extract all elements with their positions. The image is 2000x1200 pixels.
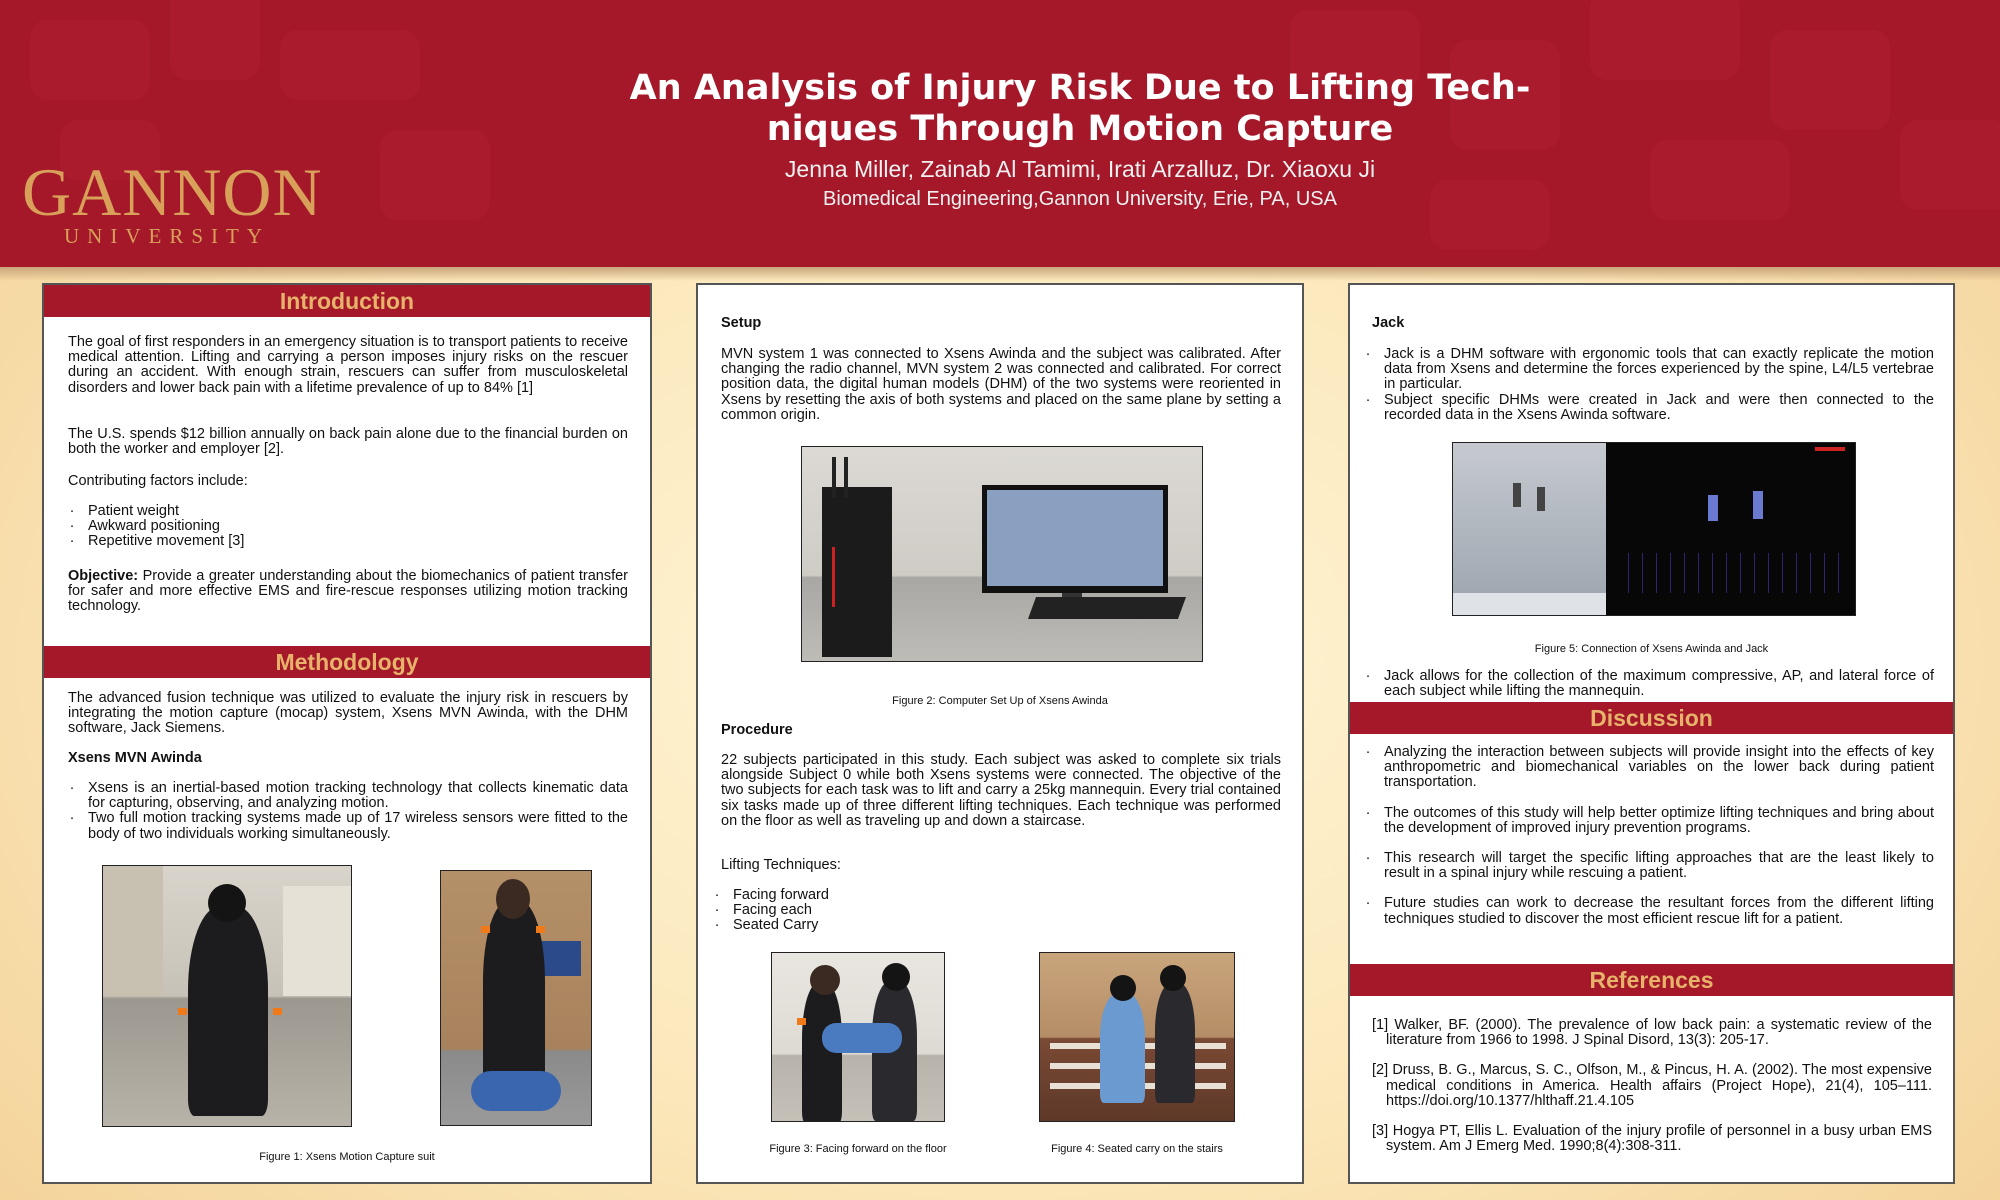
figure-2-caption: Figure 2: Computer Set Up of Xsens Awinda: [892, 695, 1108, 707]
list-item: . Facing forward: [713, 888, 1273, 903]
figure-4-caption: Figure 4: Seated carry on the stairs: [1051, 1143, 1223, 1155]
discussion-heading: Discussion: [1350, 702, 1953, 734]
title-line-1: An Analysis of Injury Risk Due to Lifting Tech-: [629, 68, 1531, 108]
techniques-list: [713, 888, 1273, 934]
list-item: . Jack allows for the collection of the maximum compressive, AP, and lateral force of each subject while lifting the mannequin.: [1364, 669, 1934, 699]
list-item: . Facing each: [713, 903, 1273, 918]
procedure-paragraph: 22 subjects participated in this study. Each subject was asked to complete six trials alongside Subject 0 while both Xsens systems were connected. The objective of the two subjects for each task was to lift and carry a 25kg mannequin. Every trial contained six tasks made up of three different lifting techniques. Each technique was performed on the floor as well as traveling up and down a staircase.: [721, 752, 1281, 829]
affiliation: Biomedical Engineering,Gannon University, Erie, PA, USA: [823, 188, 1337, 210]
objective-label: Objective:: [68, 568, 139, 584]
figure-1-photo-front: [102, 865, 352, 1127]
methodology-heading: Methodology: [44, 646, 650, 678]
university-logo-wordmark: GANNON: [22, 154, 323, 230]
poster-header: [0, 0, 2000, 267]
methodology-paragraph: The advanced fusion technique was utilized to evaluate the injury risk in rescuers by integrating the motion capture (mocap) system, Xsens MVN Awinda, with the DHM software, Jack Siemens.: [68, 690, 628, 737]
figure-3-photo: [771, 952, 945, 1122]
setup-subheading: Setup: [721, 315, 762, 331]
intro-paragraph-3: Contributing factors include:: [68, 473, 248, 489]
intro-paragraph-1: The goal of first responders in an emergency situation is to transport patients to receive medical attention. Lifting and carrying a person imposes injury risks on the rescuer during an accident. With enough strain, rescuers can suffer from musculoskeletal disorders and lower back pain with a lifetime prevalence of up to 84% [1]: [68, 334, 628, 396]
header-shadow: [0, 267, 2000, 281]
figure-1-caption: Figure 1: Xsens Motion Capture suit: [259, 1151, 435, 1163]
objective-paragraph: [68, 569, 628, 615]
xsens-bullets: [68, 781, 628, 842]
list-item: . Analyzing the interaction between subjects will provide insight into the effects of key anthropometric and biomechanical variables on the lower back during patient transportation.: [1364, 745, 1934, 791]
list-item: . Subject specific DHMs were created in Jack and were then connected to the recorded data in the Xsens Awinda software.: [1364, 393, 1934, 423]
poster-title: [520, 68, 1640, 150]
jack-bullets: [1364, 347, 1934, 423]
jack-subheading: Jack: [1372, 315, 1405, 331]
list-item: . Future studies can work to decrease the resultant forces from the different lifting techniques studied to discover the most efficient rescue lift for a patient.: [1364, 896, 1934, 926]
figure-5-image: [1452, 442, 1856, 616]
figure-5-caption: Figure 5: Connection of Xsens Awinda and Jack: [1534, 643, 1769, 655]
list-item: . Awkward positioning: [68, 519, 628, 534]
title-line-2: niques Through Motion Capture: [766, 109, 1394, 149]
figure-2-photo: [801, 446, 1203, 662]
introduction-heading: Introduction: [44, 285, 650, 317]
intro-paragraph-2: The U.S. spends $12 billion annually on back pain alone due to the financial burden on both the worker and employer [2].: [68, 426, 628, 458]
list-item: . Two full motion tracking systems made up of 17 wireless sensors were fitted to the body of two individuals working simultaneously.: [68, 811, 628, 841]
right-column-panel: [1348, 283, 1955, 1184]
figure-1-photo-back: [440, 870, 592, 1126]
reference-item: [1] Walker, BF. (2000). The prevalence of low back pain: a systematic review of the literature from 1966 to 1998. J Spinal Disord, 13(3): 205-17.: [1372, 1017, 1932, 1049]
xsens-subheading: Xsens MVN Awinda: [68, 750, 202, 766]
list-item: . The outcomes of this study will help better optimize lifting techniques and bring about the development of improved injury prevention programs.: [1364, 806, 1934, 836]
reference-item: [2] Druss, B. G., Marcus, S. C., Olfson, M., & Pincus, H. A. (2002). The most expensive medical conditions in America. Health affairs (Project Hope), 21(4), 105–111. https://doi.org/10.1377/hlthaff.21.4.105: [1372, 1062, 1932, 1109]
list-item: . Jack is a DHM software with ergonomic tools that can exactly replicate the motion data from Xsens and determine the forces experienced by the spine, L4/L5 vertebrae in particular.: [1364, 347, 1934, 393]
authors: Jenna Miller, Zainab Al Tamimi, Irati Arzalluz, Dr. Xiaoxu Ji: [784, 156, 1376, 182]
factors-list: [68, 504, 628, 550]
university-logo-subtitle: UNIVERSITY: [64, 224, 270, 248]
list-item: . This research will target the specific lifting approaches that are the least likely to result in a spinal injury while rescuing a patient.: [1364, 851, 1934, 881]
setup-paragraph: MVN system 1 was connected to Xsens Awinda and the subject was calibrated. After changing the radio channel, MVN system 2 was connected and calibrated. For correct position data, the digital human models (DHM) of the two systems were reoriented in Xsens by resetting the axis of both systems and placed on the same plane by setting a common origin.: [721, 346, 1281, 423]
reference-item: [3] Hogya PT, Ellis L. Evaluation of the injury profile of personnel in a busy urban EMS system. Am J Emerg Med. 1990;8(4):308-311.: [1372, 1123, 1932, 1155]
discussion-bullets: [1364, 745, 1934, 942]
figure-3-caption: Figure 3: Facing forward on the floor: [769, 1143, 947, 1155]
figure-4-photo: [1039, 952, 1235, 1122]
list-item: . Repetitive movement [3]: [68, 534, 628, 549]
list-item: . Xsens is an inertial-based motion tracking technology that collects kinematic data for capturing, observing, and analyzing motion.: [68, 781, 628, 811]
procedure-subheading: Procedure: [721, 722, 793, 738]
techniques-label: Lifting Techniques:: [721, 857, 841, 873]
middle-column-panel: [696, 283, 1304, 1184]
list-item: . Patient weight: [68, 504, 628, 519]
list-item: . Seated Carry: [713, 918, 1273, 933]
jack-bullet-after: [1364, 669, 1934, 699]
references-list: [1372, 1018, 1932, 1169]
references-heading: References: [1350, 964, 1953, 996]
objective-text: Provide a greater understanding about the biomechanics of patient transfer for safer and more effective EMS and fire-rescue responses utilizing motion tracking technology.: [68, 568, 628, 615]
left-column-panel: [42, 283, 652, 1184]
